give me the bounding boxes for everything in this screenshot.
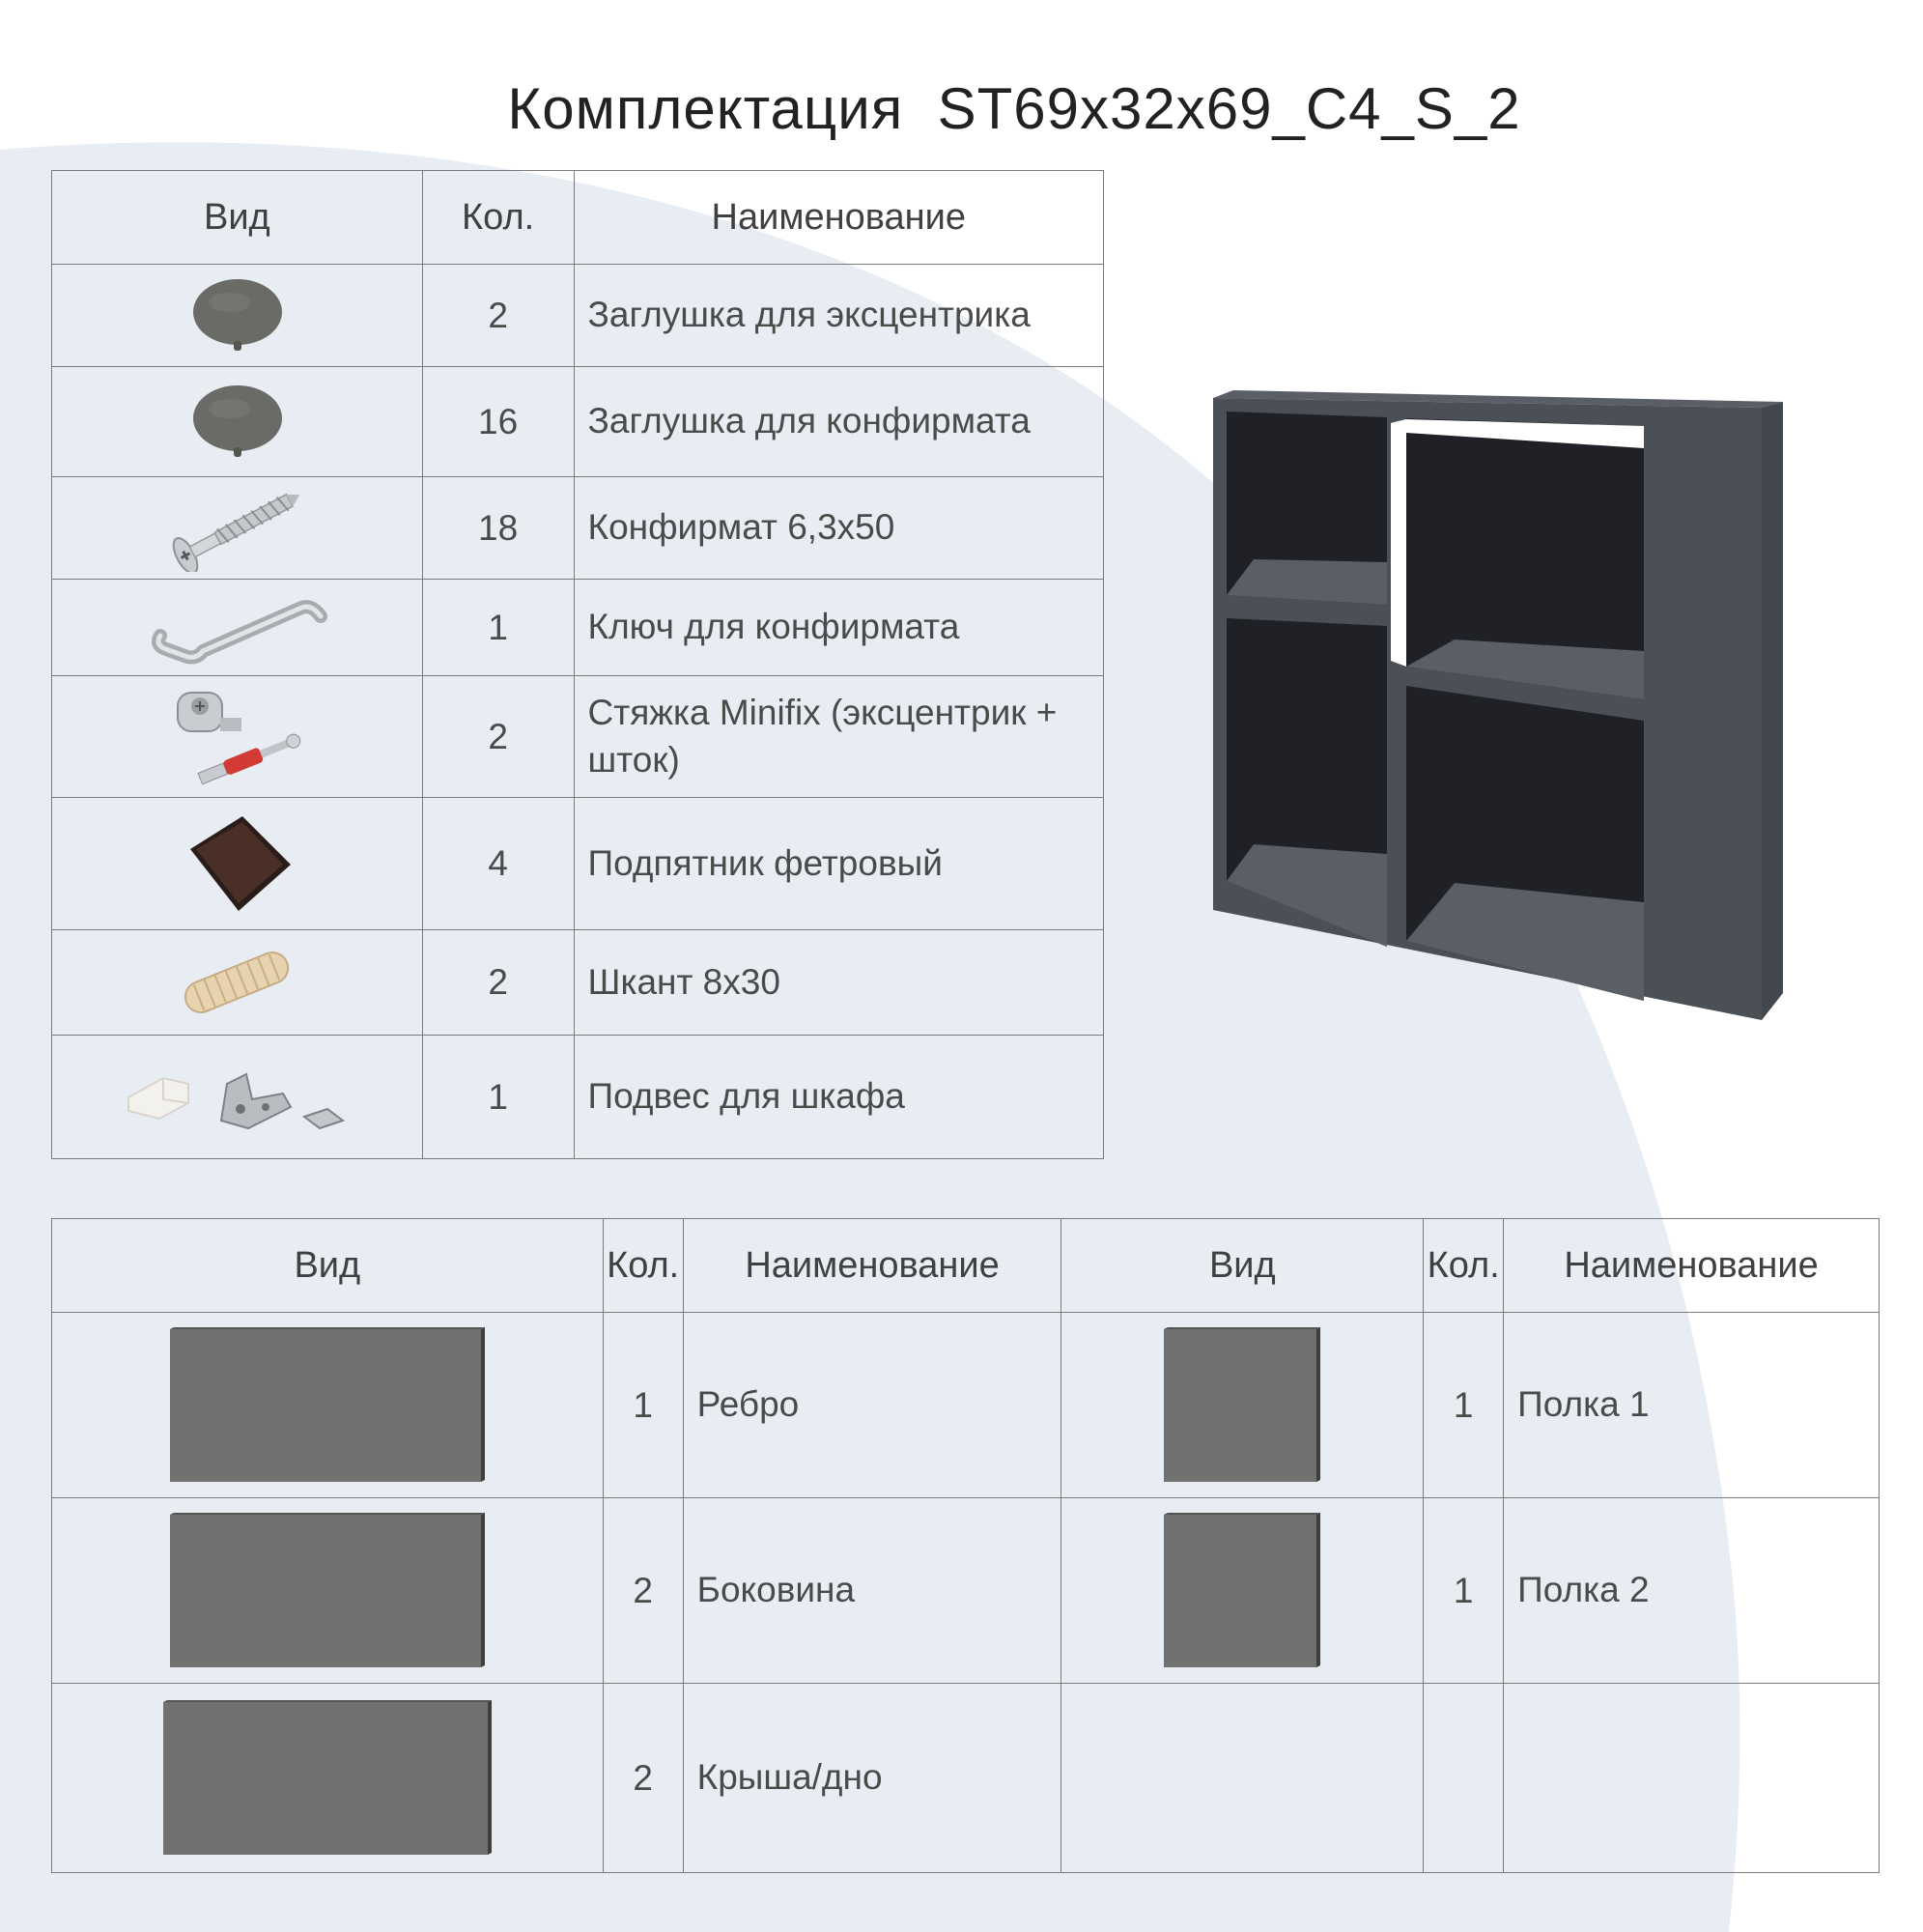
panel-icon bbox=[1061, 1498, 1424, 1684]
confirmat-cap-icon bbox=[52, 367, 423, 477]
qty-cell: 2 bbox=[603, 1684, 683, 1873]
name-cell: Полка 1 bbox=[1504, 1313, 1880, 1498]
panel-icon bbox=[1061, 1313, 1424, 1498]
name-cell: Полка 2 bbox=[1504, 1498, 1880, 1684]
qty-cell: 1 bbox=[422, 1036, 574, 1159]
name-cell: Подпятник фетровый bbox=[574, 798, 1103, 930]
name-cell: Ребро bbox=[683, 1313, 1061, 1498]
qty-cell: 1 bbox=[422, 580, 574, 676]
header-qty: Кол. bbox=[422, 171, 574, 265]
table-row bbox=[52, 265, 1104, 367]
name-cell: Заглушка для конфирмата bbox=[574, 367, 1103, 477]
qty-cell: 4 bbox=[422, 798, 574, 930]
table-row bbox=[52, 580, 1104, 676]
table-header-row bbox=[52, 171, 1104, 265]
table-row bbox=[52, 477, 1104, 580]
header-qty: Кол. bbox=[603, 1219, 683, 1313]
confirmat-screw-icon bbox=[52, 477, 423, 580]
table-row bbox=[52, 930, 1104, 1036]
name-cell: Боковина bbox=[683, 1498, 1061, 1684]
panel-icon bbox=[52, 1684, 604, 1873]
table-row bbox=[52, 367, 1104, 477]
empty-cell bbox=[1424, 1684, 1504, 1873]
hex-key-icon bbox=[52, 580, 423, 676]
cabinet-hanger-icon bbox=[52, 1036, 423, 1159]
name-cell: Конфирмат 6,3x50 bbox=[574, 477, 1103, 580]
table-row bbox=[52, 1498, 1880, 1684]
empty-cell bbox=[1061, 1684, 1424, 1873]
qty-cell: 2 bbox=[422, 676, 574, 798]
felt-pad-icon bbox=[52, 798, 423, 930]
name-cell: Стяжка Minifix (эксцентрик + шток) bbox=[574, 676, 1103, 798]
header-view: Вид bbox=[1061, 1219, 1424, 1313]
table-row bbox=[52, 1684, 1880, 1873]
qty-cell: 2 bbox=[603, 1498, 683, 1684]
dowel-icon bbox=[52, 930, 423, 1036]
qty-cell: 16 bbox=[422, 367, 574, 477]
header-name: Наименование bbox=[683, 1219, 1061, 1313]
panel-icon bbox=[52, 1313, 604, 1498]
qty-cell: 1 bbox=[1424, 1498, 1504, 1684]
qty-cell: 18 bbox=[422, 477, 574, 580]
panel-icon bbox=[52, 1498, 604, 1684]
header-name: Наименование bbox=[1504, 1219, 1880, 1313]
table-row bbox=[52, 676, 1104, 798]
table-row bbox=[52, 798, 1104, 930]
minifix-icon bbox=[52, 676, 423, 798]
table-row bbox=[52, 1036, 1104, 1159]
name-cell: Крыша/дно bbox=[683, 1684, 1061, 1873]
name-cell: Подвес для шкафа bbox=[574, 1036, 1103, 1159]
page-title: Комплектация ST69x32x69_C4_S_2 bbox=[507, 76, 1521, 141]
qty-cell: 2 bbox=[422, 265, 574, 367]
header-view: Вид bbox=[52, 1219, 604, 1313]
name-cell: Шкант 8x30 bbox=[574, 930, 1103, 1036]
qty-cell: 1 bbox=[603, 1313, 683, 1498]
name-cell: Заглушка для эксцентрика bbox=[574, 265, 1103, 367]
name-cell: Ключ для конфирмата bbox=[574, 580, 1103, 676]
table-header-row bbox=[52, 1219, 1880, 1313]
header-qty: Кол. bbox=[1424, 1219, 1504, 1313]
qty-cell: 1 bbox=[1424, 1313, 1504, 1498]
panels-table bbox=[51, 1218, 1880, 1873]
fittings-table bbox=[51, 170, 1104, 1159]
qty-cell: 2 bbox=[422, 930, 574, 1036]
table-row bbox=[52, 1313, 1880, 1498]
empty-cell bbox=[1504, 1684, 1880, 1873]
header-name: Наименование bbox=[574, 171, 1103, 265]
shelf-illustration bbox=[1213, 390, 1793, 1028]
header-view: Вид bbox=[52, 171, 423, 265]
cam-cap-icon bbox=[52, 265, 423, 367]
